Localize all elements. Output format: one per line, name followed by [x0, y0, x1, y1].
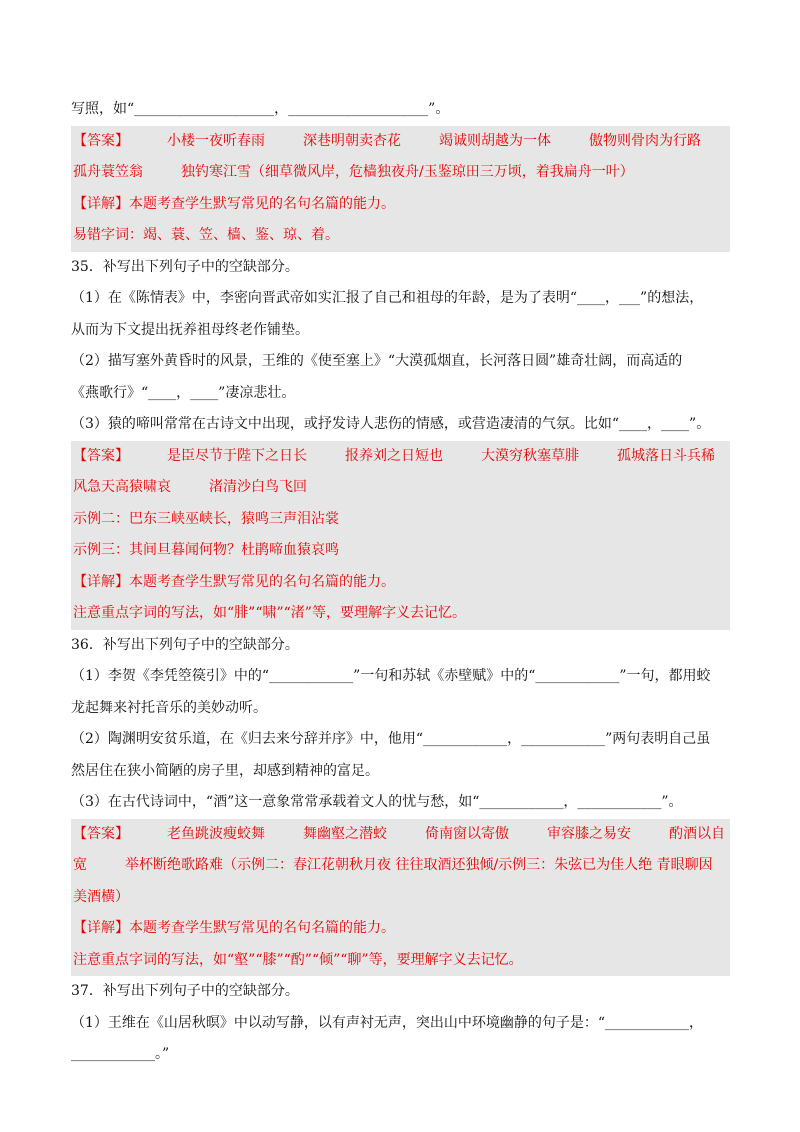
answer-item: 报养刘之日短也	[345, 447, 443, 464]
question-title-35: 35．补写出下列句子中的空缺部分。	[71, 258, 299, 275]
answer-line	[71, 850, 730, 882]
answer-item: 竭诚则胡越为一体	[439, 132, 551, 149]
answer-block-36	[71, 819, 730, 977]
answer-tag: 【答案】	[73, 825, 129, 842]
question-part: 《燕歌行》“____，____”凄凉悲壮。	[71, 384, 296, 401]
question-part: （1）在《陈情表》中，李密向晋武帝如实汇报了自己和祖母的年龄，是为了表明“____，___”的想法，	[71, 290, 704, 306]
detail-line: 【详解】本题考查学生默写常见的名句名篇的能力。	[73, 920, 395, 936]
answer-line	[71, 472, 730, 504]
note-line: 注意重点字词的写法，如“壑”“膝”“酌”“倾”“聊”等，要理解字义去记忆。	[73, 951, 523, 968]
answer-item: 是臣尽节于陛下之日长	[167, 447, 307, 464]
question-title-36: 36．补写出下列句子中的空缺部分。	[71, 636, 299, 653]
question-part: 从而为下文提出抚养祖母终老作铺垫。	[71, 321, 309, 338]
answer-item: 举杯断绝歌路难（示例二：春江花朝秋月夜 往往取酒还独倾/示例三：朱弦已为佳人绝 青眼聊因	[125, 857, 713, 873]
answer-item: 傲物则骨肉为行路	[589, 132, 701, 149]
question-part: 龙起舞来衬托音乐的美妙动听。	[71, 699, 267, 716]
detail-line: 【详解】本题考查学生默写常见的名句名篇的能力。	[73, 573, 395, 590]
question-title-37: 37．补写出下列句子中的空缺部分。	[71, 983, 299, 999]
answer-item: 渚清沙白鸟飞回	[209, 479, 307, 495]
answer-item: 舞幽壑之潜蛟	[303, 825, 387, 842]
answer-line	[71, 126, 730, 158]
example-line: 示例二：巴东三峡巫峡长，猿鸣三声泪沾裳	[73, 510, 339, 527]
answer-line	[71, 441, 730, 473]
answer-item: 独钓寒江雪（细草微风岸，危樯独夜舟/玉鉴琼田三万顷，着我扁舟一叶）	[181, 164, 634, 180]
note-line: 注意重点字词的写法，如“腓”“啸”“渚”等，要理解字义去记忆。	[73, 605, 466, 621]
answer-item: 风急天高猿啸哀	[73, 479, 171, 495]
question-part: ____________。”	[71, 1046, 170, 1062]
answer-item: 大漠穷秋塞草腓	[481, 447, 579, 464]
answer-block-34	[71, 126, 730, 252]
example-line: 示例三：其间旦暮闻何物？杜鹃啼血猿哀鸣	[73, 542, 339, 558]
answer-item: 宽	[73, 857, 87, 873]
question-part: （3）猿的啼叫常常在古诗文中出现，或抒发诗人悲伤的情感，或营造凄清的气氛。比如“____，____”。	[71, 416, 711, 432]
answer-line: 美酒横）	[73, 888, 129, 905]
answer-item: 孤舟蓑笠翁	[73, 164, 143, 180]
question-part: （2）描写塞外黄昏时的风景，王维的《使至塞上》“大漠孤烟直，长河落日圆”雄奇壮阔，而高适的	[71, 353, 683, 369]
answer-tag: 【答案】	[73, 132, 129, 149]
question-part: （2）陶渊明安贫乐道，在《归去来兮辞并序》中，他用“____________，____________”两句表明自己虽	[71, 731, 711, 747]
answer-tag: 【答案】	[73, 447, 129, 464]
answer-line	[71, 819, 730, 851]
question-part: （1）李贺《李凭箜篌引》中的“____________”一句和苏轼《赤壁赋》中的“____________”一句，都用蛟	[71, 668, 711, 684]
question-part: （3）在古代诗词中，“酒”这一意象常常承载着文人的忧与愁，如“____________，____________”。	[71, 794, 683, 810]
question-part: 然居住在狭小简陋的房子里，却感到精神的富足。	[71, 762, 379, 779]
intro-line: 写照，如“____________________，____________________”。	[71, 101, 450, 117]
answer-item: 倚南窗以寄傲	[425, 825, 509, 842]
answer-line	[71, 157, 730, 189]
errors-line: 易错字词：竭、蓑、笠、樯、鉴、琼、着。	[73, 227, 339, 243]
answer-item: 老鱼跳波瘦蛟舞	[167, 825, 265, 842]
answer-item: 深巷明朝卖杏花	[303, 132, 401, 149]
answer-item: 孤城落日斗兵稀	[617, 447, 715, 464]
answer-item: 酌酒以自	[669, 825, 725, 842]
detail-line: 【详解】本题考查学生默写常见的名句名篇的能力。	[73, 195, 395, 212]
answer-item: 小楼一夜听春雨	[167, 132, 265, 149]
question-part: （1）王维在《山居秋暝》中以动写静，以有声衬无声，突出山中环境幽静的句子是：“____________，	[71, 1014, 704, 1031]
answer-item: 审容膝之易安	[547, 825, 631, 842]
answer-block-35	[71, 441, 730, 630]
